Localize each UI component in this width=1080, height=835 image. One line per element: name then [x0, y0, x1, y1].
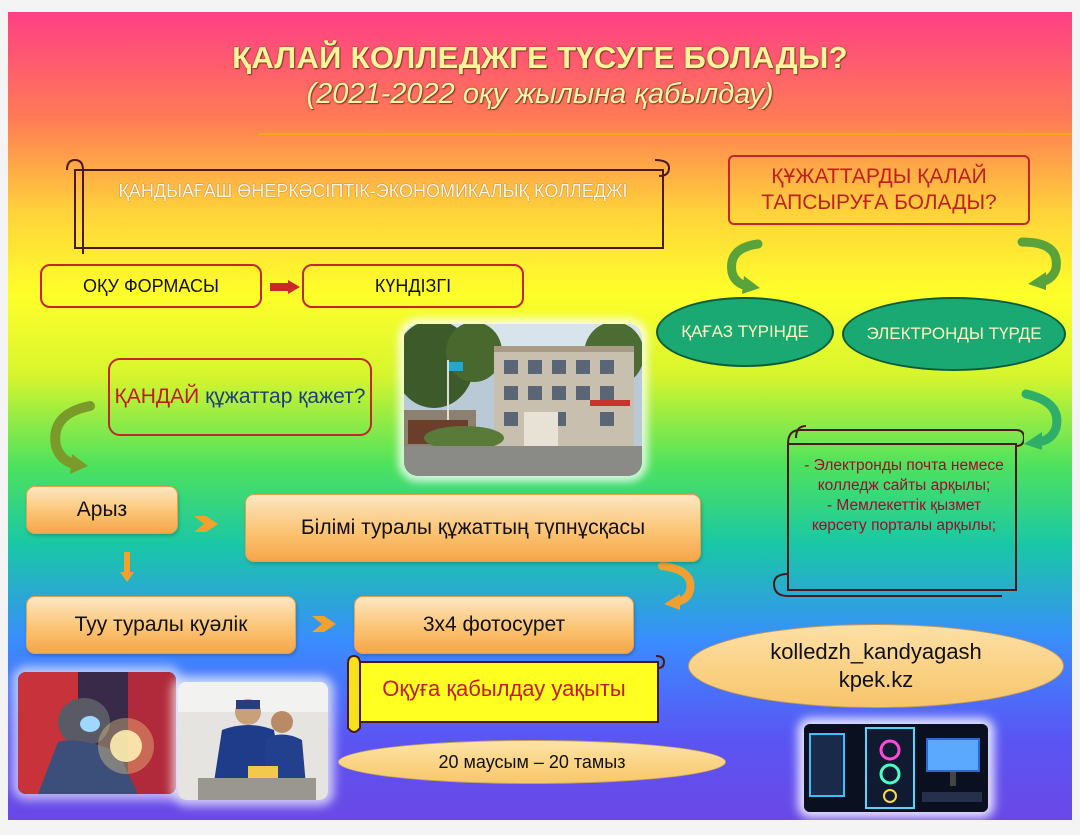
- admission-period-label: Оқуға қабылдау уақыты: [382, 676, 626, 701]
- submission-question: ҚҰЖАТТАРДЫ ҚАЛАЙ ТАПСЫРУҒА БОЛАДЫ?: [728, 155, 1030, 225]
- curved-arrow-icon: [722, 238, 778, 294]
- arrow-down-icon: [120, 552, 134, 582]
- submission-electronic: ЭЛЕКТРОНДЫ ТҮРДЕ: [842, 297, 1066, 371]
- college-scroll-frame: [63, 158, 671, 254]
- document-education-certificate: Білімі туралы құжаттың түпнұсқасы: [245, 494, 701, 562]
- title-divider: [258, 133, 1072, 135]
- website-account: kolledzh_kandyagash: [770, 639, 982, 664]
- arrow-right-icon: [270, 280, 300, 294]
- documents-question: [108, 358, 372, 436]
- document-photo-3x4: 3х4 фотосурет: [354, 596, 634, 654]
- college-name: ҚАНДЫАҒАШ ӨНЕРКӘСІПТІК-ЭКОНОМИКАЛЫҚ КОЛЛЕДЖІ: [118, 181, 628, 201]
- submission-ways: [798, 456, 1010, 536]
- submission-way-email: - Электронды почта немесе колледж сайты арқылы;: [804, 457, 1004, 494]
- curved-arrow-icon: [1012, 232, 1068, 292]
- study-form-value: КҮНДІЗГІ: [302, 264, 524, 308]
- chevron-right-icon: [194, 516, 218, 532]
- admission-dates: 20 маусым – 20 тамыз: [338, 740, 726, 784]
- curved-arrow-icon: [652, 560, 702, 610]
- chevron-right-icon: [312, 616, 336, 632]
- documents-question-highlight: ҚАНДАЙ: [114, 385, 200, 408]
- poster-title: ҚАЛАЙ КОЛЛЕДЖГЕ ТҮСУГЕ БОЛАДЫ?: [232, 40, 848, 75]
- poster-subtitle: (2021-2022 оқу жылына қабылдау): [306, 78, 774, 110]
- workers-photo: [178, 682, 328, 800]
- document-birth-certificate: Туу туралы куәлік: [26, 596, 296, 654]
- documents-question-text: құжаттар қажет?: [199, 385, 366, 408]
- study-form-label: ОҚУ ФОРМАСЫ: [40, 264, 262, 308]
- curved-arrow-icon: [44, 400, 104, 474]
- document-application: Арыз: [26, 486, 178, 534]
- welder-photo: [18, 672, 176, 794]
- submission-paper: ҚАҒАЗ ТҮРІНДЕ: [656, 297, 834, 367]
- website-info: [688, 624, 1064, 708]
- submission-way-portal: - Мемлекеттік қызмет көрсету порталы арқылы;: [811, 497, 997, 534]
- admission-poster: [8, 12, 1072, 820]
- computer-photo: [804, 724, 988, 812]
- college-building-photo: [404, 324, 642, 476]
- website-domain: kpek.kz: [838, 667, 914, 692]
